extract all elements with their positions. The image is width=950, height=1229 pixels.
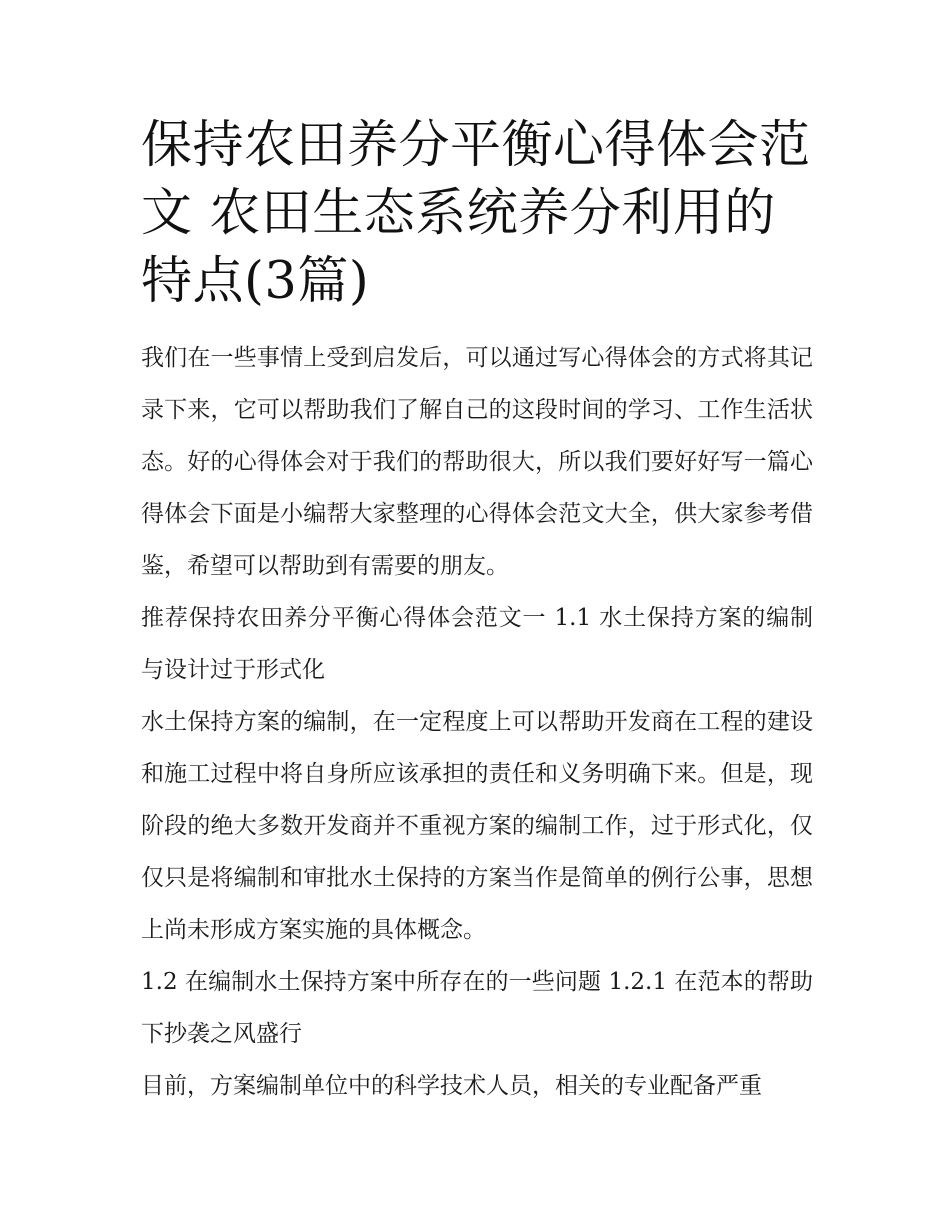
document-page bbox=[141, 112, 813, 1112]
paragraph-heading-1-2: 1.2 在编制水土保持方案中所存在的一些问题 1.2.1 在范本的帮助下抄袭之风盛行 bbox=[141, 969, 813, 1047]
document-title: 保持农田养分平衡心得体会范文 农田生态系统养分利用的特点(3篇) bbox=[141, 116, 811, 311]
paragraph-intro: 我们在一些事情上受到启发后，可以通过写心得体会的方式将其记录下来，它可以帮助我们了解自己的这段时间的学习、工作生活状态。好的心得体会对于我们的帮助很大，所以我们要好好写一篇心得体会下面是小编帮大家整理的心得体会范文大全，供大家参考借鉴，希望可以帮助到有需要的朋友。 bbox=[141, 345, 813, 579]
paragraph-body-1-2: 目前，方案编制单位中的科学技术人员，相关的专业配备严重 bbox=[141, 1073, 762, 1099]
document-body bbox=[141, 332, 813, 1112]
paragraph-heading-1-1: 推荐保持农田养分平衡心得体会范文一 1.1 水土保持方案的编制与设计过于形式化 bbox=[141, 605, 813, 683]
paragraph-body-1-1: 水土保持方案的编制，在一定程度上可以帮助开发商在工程的建设和施工过程中将自身所应该承担的责任和义务明确下来。但是，现阶段的绝大多数开发商并不重视方案的编制工作，过于形式化，仅仅只是将编制和审批水土保持的方案当作是简单的例行公事，思想上尚未形成方案实施的具体概念。 bbox=[141, 709, 813, 943]
